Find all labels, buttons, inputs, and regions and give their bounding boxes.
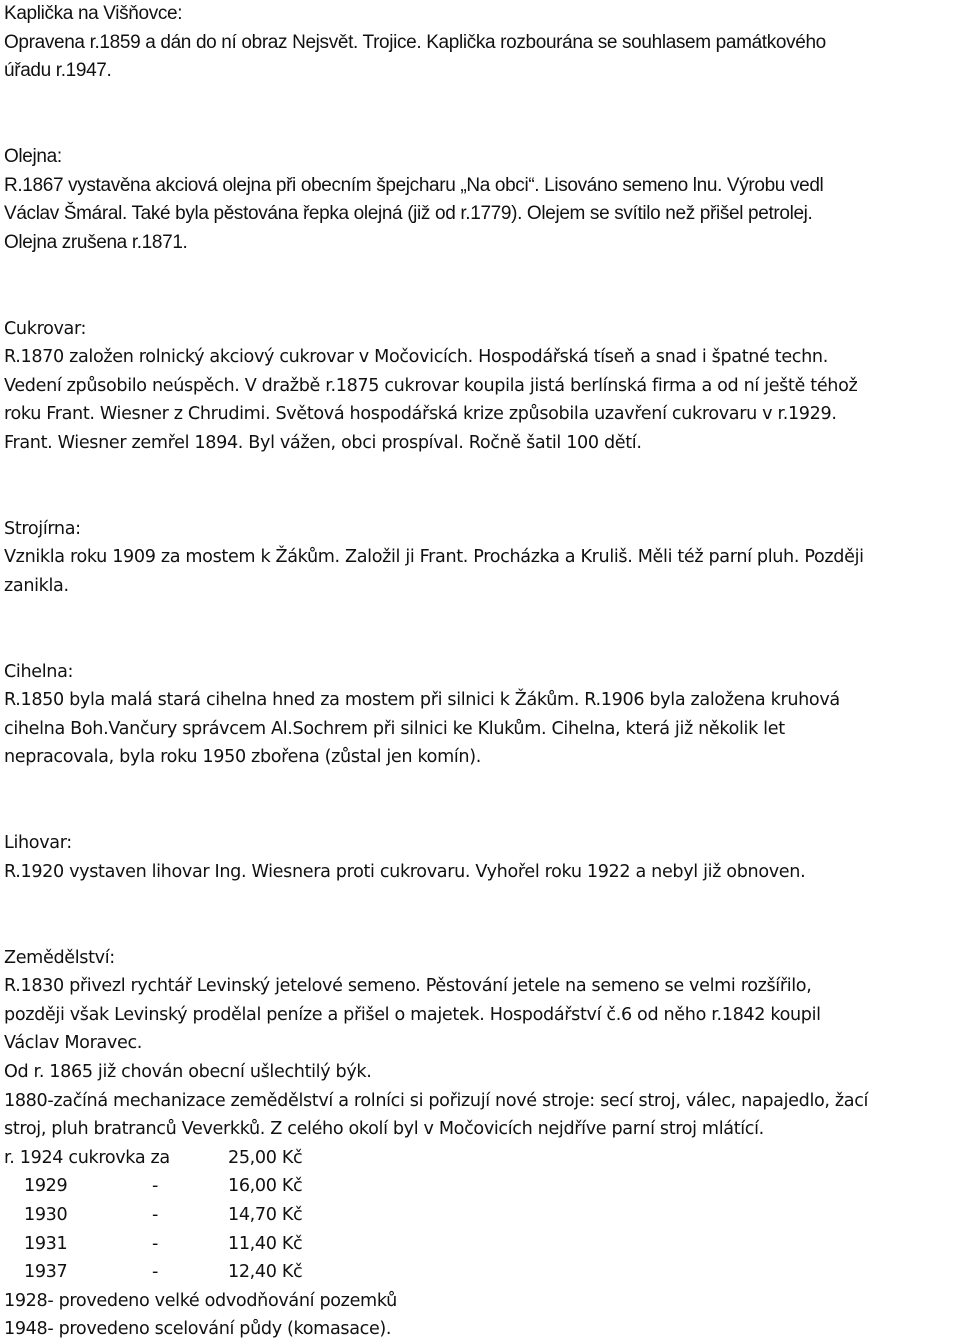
price-dash: - bbox=[152, 1262, 158, 1283]
section-heading-olejna: Olejna: bbox=[4, 145, 62, 167]
paragraph-line: roku Frant. Wiesner z Chrudimi. Světová hospodářská krize způsobila uzavření cukrovaru v r.1929. bbox=[4, 404, 837, 425]
price-year: 1931 bbox=[24, 1233, 68, 1254]
paragraph-line: Olejna zrušena r.1871. bbox=[4, 231, 188, 253]
section-heading-zemedelstvi: Zemědělství: bbox=[4, 947, 115, 968]
paragraph-line: stroj, pluh bratranců Veverkků. Z celého okolí byl v Močovicích nejdříve parní stroj mlátící. bbox=[4, 1119, 764, 1140]
price-row bbox=[4, 1172, 958, 1201]
section-heading-strojirna: Strojírna: bbox=[4, 518, 81, 539]
paragraph-line: zanikla. bbox=[4, 575, 69, 596]
paragraph-line: 1948- provedeno scelování půdy (komasace). bbox=[4, 1319, 392, 1340]
price-year: 1937 bbox=[24, 1262, 68, 1283]
price-row bbox=[4, 1258, 958, 1287]
paragraph-line: 1880-začíná mechanizace zemědělství a rolníci si pořizují nové stroje: secí stroj, válec, napajedlo, žací bbox=[4, 1090, 869, 1111]
paragraph-line: Václav Šmáral. Také byla pěstována řepka olejná (již od r.1779). Olejem se svítilo než přišel petrolej. bbox=[4, 203, 813, 225]
section-heading-cukrovar: Cukrovar: bbox=[4, 318, 87, 339]
document-page bbox=[4, 0, 958, 1344]
paragraph-line: nepracovala, byla roku 1950 zbořena (zůstal jen komín). bbox=[4, 747, 481, 768]
paragraph-line: Václav Moravec. bbox=[4, 1033, 143, 1054]
paragraph-line: R.1830 přivezl rychtář Levinský jetelové semeno. Pěstování jetele na semeno se velmi rozšířilo, bbox=[4, 976, 812, 997]
paragraph-line: Vznikla roku 1909 za mostem k Žákům. Založil ji Frant. Procházka a Kruliš. Měli též parní pluh. Později bbox=[4, 547, 864, 568]
price-label: r. 1924 cukrovka za bbox=[4, 1147, 170, 1168]
price-row bbox=[4, 1144, 958, 1173]
paragraph-line: cihelna Boh.Vančury správcem Al.Sochrem při silnici ke Klukům. Cihelna, která již několik let bbox=[4, 718, 785, 739]
price-value: 16,00 Kč bbox=[228, 1176, 303, 1197]
paragraph-line: úřadu r.1947. bbox=[4, 60, 112, 82]
price-year: 1930 bbox=[24, 1204, 68, 1225]
paragraph-line: 1928- provedeno velké odvodňování pozemků bbox=[4, 1290, 397, 1311]
price-dash: - bbox=[152, 1204, 158, 1225]
paragraph-line: R.1867 vystavěna akciová olejna při obecním špejcharu „Na obci“. Lisováno semeno lnu. Výrobu vedl bbox=[4, 174, 824, 196]
price-row bbox=[4, 1201, 958, 1230]
section-heading-cihelna: Cihelna: bbox=[4, 661, 74, 682]
paragraph-line: Vedení způsobilo neúspěch. V dražbě r.1875 cukrovar koupila jistá berlínská firma a od ní ještě téhož bbox=[4, 375, 858, 396]
paragraph-line: Opravena r.1859 a dán do ní obraz Nejsvět. Trojice. Kaplička rozbourána se souhlasem památkového bbox=[4, 31, 826, 53]
paragraph-line: později však Levinský prodělal peníze a přišel o majetek. Hospodářství č.6 od něho r.1842 koupil bbox=[4, 1004, 821, 1025]
section-heading-lihovar: Lihovar: bbox=[4, 833, 72, 854]
paragraph-line: Od r. 1865 již chován obecní ušlechtilý býk. bbox=[4, 1061, 372, 1082]
price-year: 1929 bbox=[24, 1176, 68, 1197]
paragraph-line: R.1920 vystaven lihovar Ing. Wiesnera proti cukrovaru. Vyhořel roku 1922 a nebyl již obnoven. bbox=[4, 861, 806, 882]
price-dash: - bbox=[152, 1233, 158, 1254]
price-value: 11,40 Kč bbox=[228, 1233, 303, 1254]
price-dash: - bbox=[152, 1176, 158, 1197]
price-value: 25,00 Kč bbox=[228, 1147, 303, 1168]
paragraph-line: Frant. Wiesner zemřel 1894. Byl vážen, obci prospíval. Ročně šatil 100 dětí. bbox=[4, 432, 642, 453]
section-heading-kaplicka: Kaplička na Višňovce: bbox=[4, 3, 183, 24]
paragraph-line: R.1870 založen rolnický akciový cukrovar v Močovicích. Hospodářská tíseň a snad i špatné techn. bbox=[4, 347, 828, 368]
price-row bbox=[4, 1230, 958, 1259]
price-value: 14,70 Kč bbox=[228, 1204, 303, 1225]
price-value: 12,40 Kč bbox=[228, 1262, 303, 1283]
paragraph-line: R.1850 byla malá stará cihelna hned za mostem při silnici k Žákům. R.1906 byla založena kruhová bbox=[4, 690, 840, 711]
